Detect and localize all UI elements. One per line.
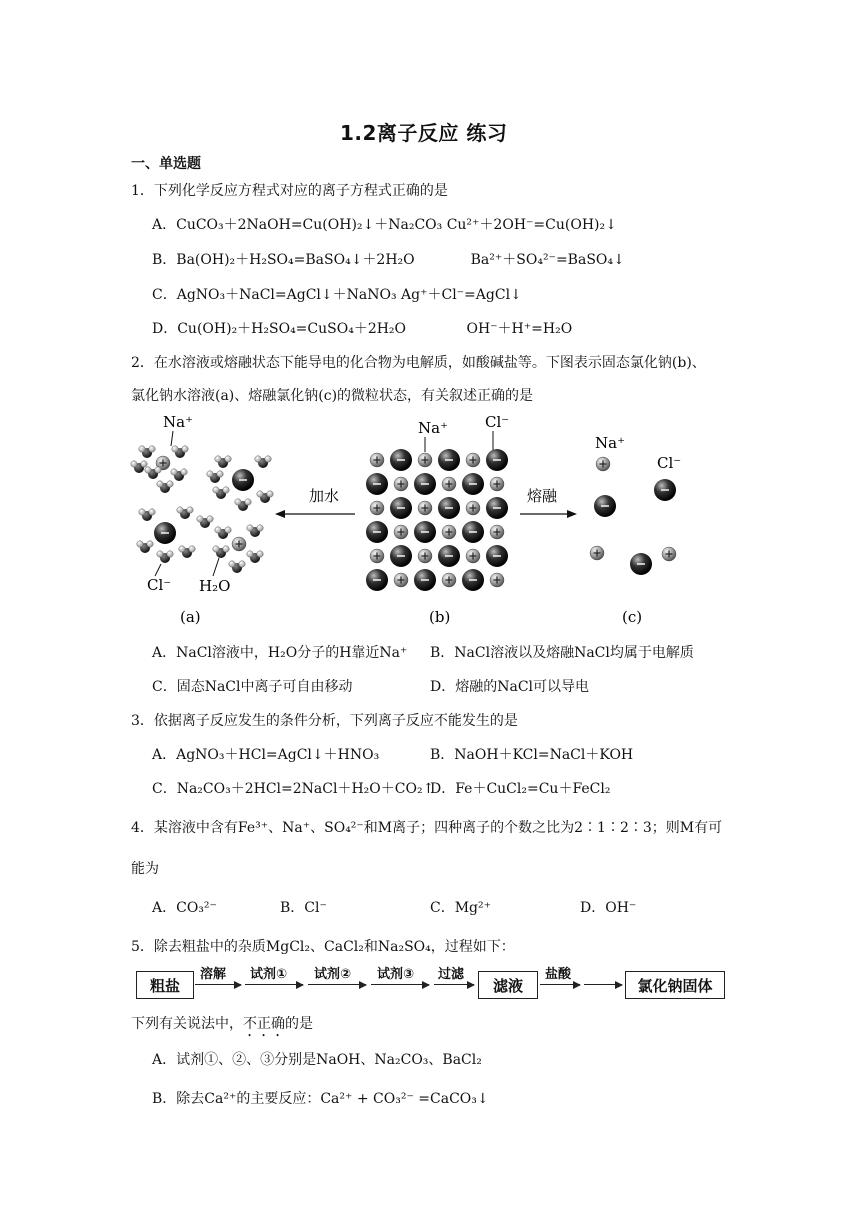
lattice-na-ion [370, 501, 384, 515]
question-4-option-d: D．OH⁻ [580, 900, 637, 916]
question-3-option-c: C．Na₂CO₃＋2HCl=2NaCl＋H₂O＋CO₂↑ [152, 781, 435, 797]
cl-label-a: Cl⁻ [147, 576, 172, 594]
question-3-option-a: A．AgNO₃＋HCl=AgCl↓＋HNO₃ [152, 747, 380, 763]
lattice-na-ion [490, 525, 504, 539]
flow-start-box: 粗盐 [136, 971, 194, 999]
question-1-option-a: A．CuCO₃＋2NaOH=Cu(OH)₂↓＋Na₂CO₃ Cu²⁺＋2OH⁻=Cu(OH)₂↓ [152, 217, 617, 233]
question-3-option-d: D．Fe＋CuCl₂=Cu＋FeCl₂ [430, 781, 611, 797]
lattice-cl-ion [414, 569, 436, 591]
lattice-cl-ion [390, 449, 412, 471]
lattice-na-ion [370, 453, 384, 467]
lattice-cl-ion [486, 497, 508, 519]
lattice-na-ion [442, 525, 456, 539]
label-b: (b) [429, 608, 451, 626]
lattice-cl-ion [366, 521, 388, 543]
melt-label: 熔融 [527, 487, 558, 505]
nacl-particle-figure [125, 408, 725, 630]
question-2-option-d: D．熔融的NaCl可以导电 [430, 679, 590, 695]
question-4-stem-line2: 能为 [131, 861, 159, 877]
prompt-post: 的是 [285, 1016, 313, 1032]
section-heading: 一、单选题 [131, 156, 201, 172]
question-5-option-a: A．试剂①、②、③分别是NaOH、Na₂CO₃、BaCl₂ [152, 1052, 482, 1068]
flow-end-box: 氯化钠固体 [625, 971, 725, 999]
lattice-na-ion [466, 453, 480, 467]
flow-step-acid: 盐酸 [545, 967, 572, 982]
label-c: (c) [622, 608, 643, 626]
lattice-cl-ion [414, 521, 436, 543]
question-4-stem-line1: 4．某溶液中含有Fe³⁺、Na⁺、SO₄²⁻和M离子；四种离子的个数之比为2∶1∶2∶3；则M有可 [131, 820, 723, 836]
flow-filtrate-box: 滤液 [478, 971, 538, 999]
panel-c-molten [590, 434, 681, 626]
question-5-stem: 5．除去粗盐中的杂质MgCl₂、CaCl₂和Na₂SO₄，过程如下： [131, 939, 515, 955]
question-5-prompt [131, 1013, 313, 1040]
lattice-cl-ion [486, 545, 508, 567]
lattice-na-ion [418, 549, 432, 563]
flow-step-reagent-3: 试剂③ [377, 967, 415, 982]
question-3-option-b: B．NaOH＋KCl=NaCl＋KOH [430, 747, 634, 763]
question-1-option-d: D．Cu(OH)₂＋H₂SO₄=CuSO₄＋2H₂O OH⁻＋H⁺=H₂O [152, 321, 573, 337]
na-label-c: Na⁺ [595, 434, 625, 452]
question-2-stem-line2: 氯化钠水溶液(a)、熔融氯化钠(c)的微粒状态，有关叙述正确的是 [131, 388, 534, 404]
lattice-na-ion [442, 573, 456, 587]
question-5-option-b: B．除去Ca²⁺的主要反应：Ca²⁺ + CO₃²⁻ =CaCO₃↓ [152, 1091, 489, 1107]
flow-step-filter: 过滤 [438, 967, 465, 982]
lattice-na-ion [466, 501, 480, 515]
question-1-stem: 1．下列化学反应方程式对应的离子方程式正确的是 [131, 183, 448, 199]
cl-label-b: Cl⁻ [485, 413, 510, 431]
na-label-b: Na⁺ [418, 419, 448, 437]
prompt-pre: 下列有关说法中， [131, 1016, 243, 1032]
question-2-option-a: A．NaCl溶液中，H₂O分子的H靠近Na⁺ [152, 645, 408, 661]
lattice-na-ion [466, 549, 480, 563]
question-4-option-a: A．CO₃²⁻ [152, 900, 217, 916]
lattice-na-ion [394, 573, 408, 587]
lattice-na-ion [370, 549, 384, 563]
lattice-na-ion [490, 573, 504, 587]
h2o-label: H₂O [199, 577, 231, 595]
lattice-cl-ion [390, 497, 412, 519]
lattice-na-ion [442, 477, 456, 491]
lattice-cl-ion [414, 473, 436, 495]
lattice-cl-ion [462, 569, 484, 591]
lattice-na-ion [394, 477, 408, 491]
question-1-option-c: C．AgNO₃＋NaCl=AgCl↓＋NaNO₃ Ag⁺＋Cl⁻=AgCl↓ [152, 287, 522, 303]
prompt-emphasis: 不正确 [243, 1016, 285, 1032]
lattice-cl-ion [366, 569, 388, 591]
question-2-stem-line1: 2．在水溶液或熔融状态下能导电的化合物为电解质，如酸碱盐等。下图表示固态氯化钠(b)、 [131, 355, 706, 371]
question-3-stem: 3．依据离子反应发生的条件分析，下列离子反应不能发生的是 [131, 713, 518, 729]
cl-label-c: Cl⁻ [657, 454, 682, 472]
lattice-cl-ion [438, 449, 460, 471]
panel-b-solid-lattice [366, 413, 509, 626]
add-water-label: 加水 [309, 487, 340, 505]
question-4-option-b: B．Cl⁻ [280, 900, 327, 916]
question-2-option-b: B．NaCl溶液以及熔融NaCl均属于电解质 [430, 645, 694, 661]
flow-step-dissolve: 溶解 [200, 967, 227, 982]
lattice-cl-ion [438, 545, 460, 567]
panel-a-solution [131, 413, 273, 626]
lattice-cl-ion [438, 497, 460, 519]
lattice-cl-ion [462, 521, 484, 543]
lattice-na-ion [490, 477, 504, 491]
na-label-a: Na⁺ [163, 413, 193, 431]
question-1-option-b: B．Ba(OH)₂＋H₂SO₄=BaSO₄↓＋2H₂O Ba²⁺＋SO₄²⁻=BaSO₄↓ [152, 252, 625, 268]
lattice-na-ion [418, 501, 432, 515]
lattice-na-ion [418, 453, 432, 467]
lattice-cl-ion [486, 449, 508, 471]
question-2-option-c: C．固态NaCl中离子可自由移动 [152, 679, 353, 695]
label-a: (a) [180, 608, 201, 626]
question-4-option-c: C．Mg²⁺ [430, 900, 492, 916]
flow-step-reagent-2: 试剂② [314, 967, 352, 982]
lattice-na-ion [394, 525, 408, 539]
lattice-cl-ion [366, 473, 388, 495]
lattice-cl-ion [390, 545, 412, 567]
flow-step-reagent-1: 试剂① [250, 967, 288, 982]
lattice-cl-ion [462, 473, 484, 495]
page-title: 1.2离子反应 练习 [340, 121, 508, 145]
